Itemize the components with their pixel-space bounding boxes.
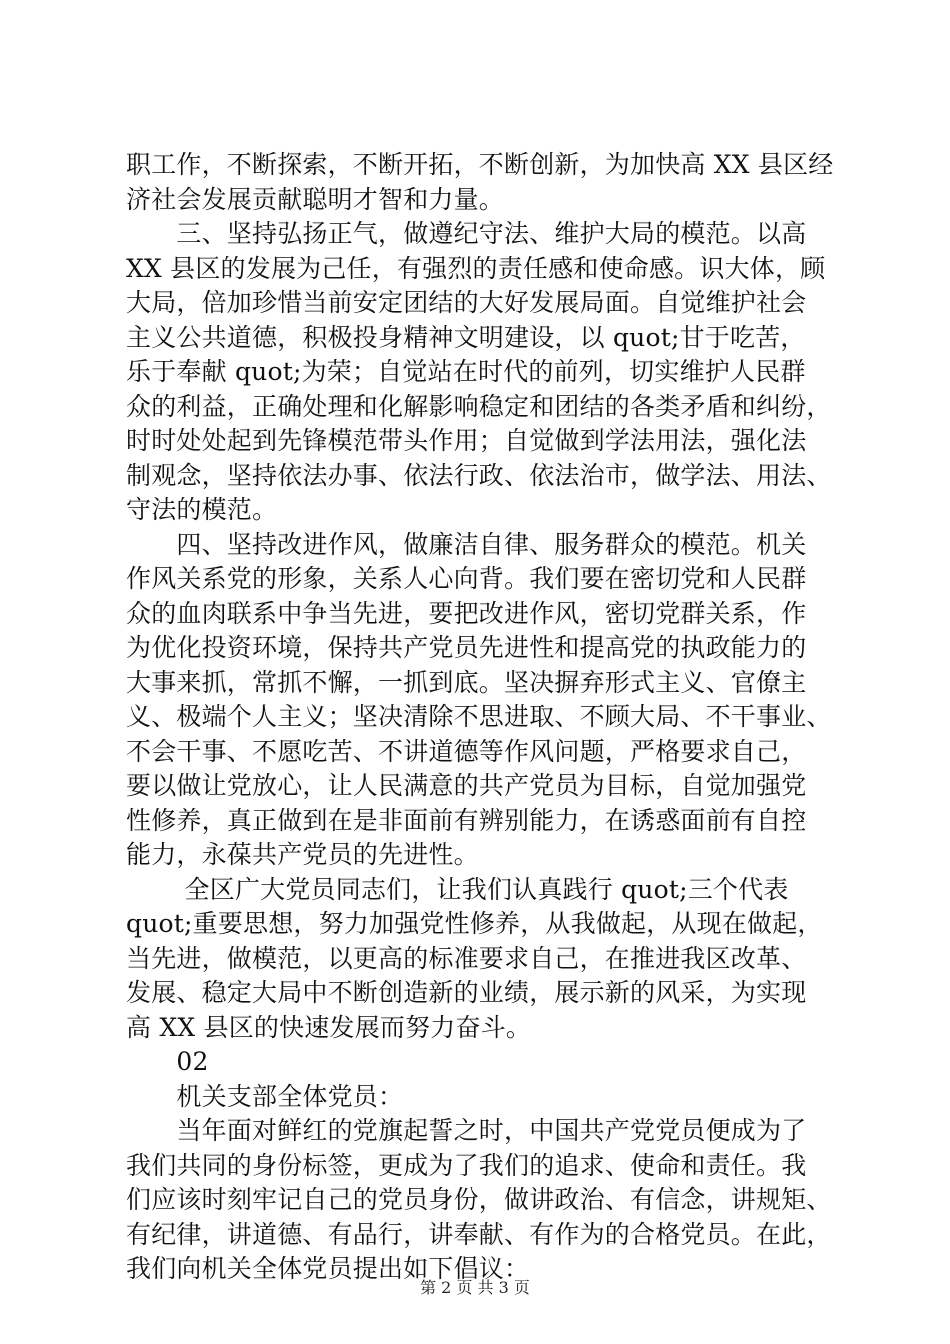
salutation: 机关支部全体党员： [126,1081,404,1111]
text-line: 高 XX 县区的快速发展而努力奋斗。 [126,1012,532,1042]
text-line: 能力，永葆共产党员的先进性。 [126,840,479,869]
document-body [126,148,834,1287]
text-line: 当年面对鲜红的党旗起誓之时，中国共产党党员便成为了 [126,1116,807,1145]
text-line: 们应该时刻牢记自己的党员身份，做讲政治、有信念，讲规矩、 [126,1185,832,1214]
text-line: 四、坚持改进作风，做廉洁自律、服务群众的模范。机关 [126,529,807,559]
text-line: 发展、稳定大局中不断创造新的业绩，展示新的风采，为实现 [126,978,807,1007]
text-line: 当先进，做模范，以更高的标准要求自己，在推进我区改革、 [126,943,807,973]
text-line: 大事来抓，常抓不懈，一抓到底。坚决摒弃形式主义、官僚主 [126,667,807,697]
text-line: 大局，倍加珍惜当前安定团结的大好发展局面。自觉维护社会 [126,288,807,317]
section-number: 02 [126,1047,209,1076]
text-line: 众的血肉联系中争当先进，要把改进作风，密切党群关系，作 [126,598,807,628]
text-line: 三、坚持弘扬正气，做遵纪守法、维护大局的模范。以高 [126,219,807,248]
text-line: 众的利益，正确处理和化解影响稳定和团结的各类矛盾和纠纷， [126,391,832,421]
text-line: 我们共同的身份标签，更成为了我们的追求、使命和责任。我 [126,1150,807,1180]
text-line: 主义公共道德，积极投身精神文明建设，以 quot;甘于吃苦， [126,322,806,352]
page-footer: 第 2 页 共 3 页 [420,1278,530,1297]
text-line: 职工作，不断探索，不断开拓，不断创新，为加快高 XX 县区经 [126,150,834,179]
text-line: 有纪律，讲道德、有品行，讲奉献、有作为的合格党员。在此， [126,1219,832,1249]
text-line: quot;重要思想，努力加强党性修养，从我做起，从现在做起， [126,909,823,938]
text-line: XX 县区的发展为己任，有强烈的责任感和使命感。识大体，顾 [126,253,826,283]
text-line: 作风关系党的形象，关系人心向背。我们要在密切党和人民群 [126,564,807,593]
text-line: 义、极端个人主义；坚决清除不思进取、不顾大局、不干事业、 [126,702,832,731]
text-line: 不会干事、不愿吃苦、不讲道德等作风问题，严格要求自己， [126,736,807,766]
text-line: 乐于奉献 quot;为荣；自觉站在时代的前列，切实维护人民群 [126,357,806,386]
text-line: 我们向机关全体党员提出如下倡议： [126,1254,530,1283]
text-line: 守法的模范。 [126,495,278,524]
text-line: 性修养，真正做到在是非面前有辨别能力，在诱惑面前有自控 [126,805,807,835]
text-line: 为优化投资环境，保持共产党员先进性和提高党的执政能力的 [126,633,807,662]
text-line: 全区广大党员同志们，让我们认真践行 quot;三个代表 [126,874,789,904]
text-line: 要以做让党放心，让人民满意的共产党员为目标，自觉加强党 [126,771,807,800]
text-line: 制观念，坚持依法办事、依法行政、依法治市，做学法、用法、 [126,460,832,490]
text-line: 济社会发展贡献聪明才智和力量。 [126,184,505,214]
text-line: 时时处处起到先锋模范带头作用；自觉做到学法用法，强化法 [126,426,807,455]
